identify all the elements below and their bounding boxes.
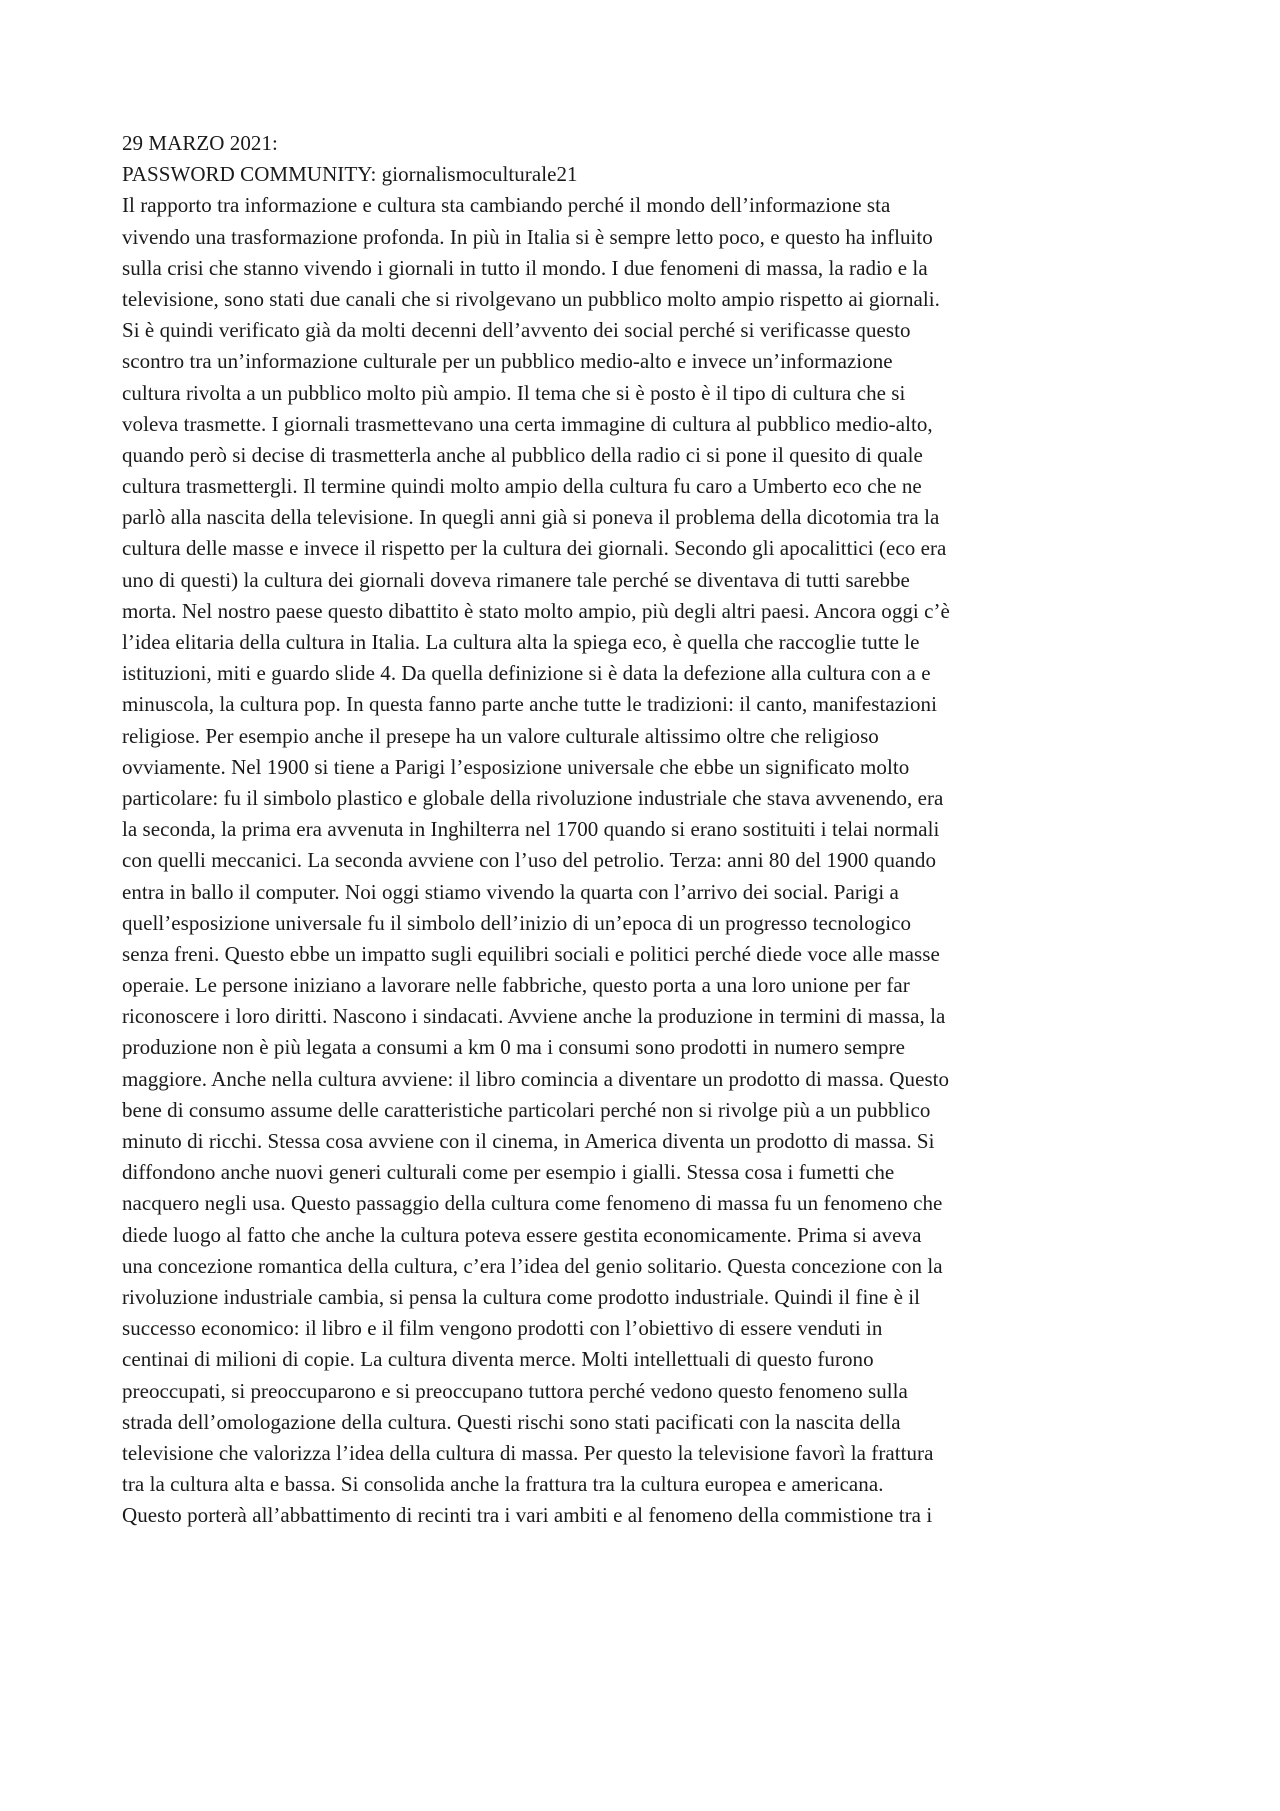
body-line: con quelli meccanici. La seconda avviene con l’uso del petrolio. Terza: anni 80 del 1900 quando [122,848,937,873]
body-line: scontro tra un’informazione culturale per un pubblico medio-alto e invece un’informazione [122,349,893,374]
body-line: bene di consumo assume delle caratteristiche particolari perché non si rivolge più a un pubblico [122,1097,931,1122]
body-line: centinai di milioni di copie. La cultura diventa merce. Molti intellettuali di questo furono [122,1347,874,1372]
body-line: particolare: fu il simbolo plastico e globale della rivoluzione industriale che stava avvenendo, era [122,785,944,810]
body-line: tra la cultura alta e bassa. Si consolida anche la frattura tra la cultura europea e americana. [122,1472,884,1497]
document-text [122,128,1162,1531]
body-line: televisione, sono stati due canali che si rivolgevano un pubblico molto ampio rispetto ai giornali. [122,286,940,311]
password-line: PASSWORD COMMUNITY: giornalismoculturale21 [122,162,578,187]
body-line: morta. Nel nostro paese questo dibattito è stato molto ampio, più degli altri paesi. Ancora oggi c’è [122,598,950,623]
body-line: l’idea elitaria della cultura in Italia. La cultura alta la spiega eco, è quella che raccoglie tutte le [122,630,920,654]
body-line: quell’esposizione universale fu il simbolo dell’inizio di un’epoca di un progresso tecnologico [122,910,912,935]
body-line: operaie. Le persone iniziano a lavorare nelle fabbriche, questo porta a una loro unione per far [122,973,910,998]
body-line: senza freni. Questo ebbe un impatto sugli equilibri sociali e politici perché diede voce alle masse [122,941,940,966]
body-line: uno di questi) la cultura dei giornali doveva rimanere tale perché se diventava di tutti sarebbe [122,567,910,592]
body-line: cultura trasmettergli. Il termine quindi molto ampio della cultura fu caro a Umberto eco che ne [122,474,922,499]
body-line: minuscola, la cultura pop. In questa fanno parte anche tutte le tradizioni: il canto, manifestazioni [122,692,937,717]
body-line: istituzioni, miti e guardo slide 4. Da quella definizione si è data la defezione alla cultura con a e [122,661,931,686]
body-line: sulla crisi che stanno vivendo i giornali in tutto il mondo. I due fenomeni di massa, la radio e la [122,255,928,280]
body-line: diede luogo al fatto che anche la cultura poteva essere gestita economicamente. Prima si aveva [122,1222,922,1247]
body-line: Questo porterà all’abbattimento di recinti tra i vari ambiti e al fenomeno della commistione tra i [122,1503,933,1528]
body-paragraph [122,190,1162,1531]
body-line: quando però si decise di trasmetterla anche al pubblico della radio ci si pone il quesito di quale [122,442,923,467]
body-line: Il rapporto tra informazione e cultura sta cambiando perché il mondo dell’informazione sta [122,193,891,218]
body-line: diffondono anche nuovi generi culturali come per esempio i gialli. Stessa cosa i fumetti che [122,1160,895,1185]
body-line: rivoluzione industriale cambia, si pensa la cultura come prodotto industriale. Quindi il fine è il [122,1284,921,1309]
date-line: 29 MARZO 2021: [122,131,278,155]
body-line: riconoscere i loro diritti. Nascono i sindacati. Avviene anche la produzione in termini di massa, la [122,1004,946,1029]
body-line: cultura rivolta a un pubblico molto più ampio. Il tema che si è posto è il tipo di cultura che si [122,380,906,405]
body-line: successo economico: il libro e il film vengono prodotti con l’obiettivo di essere venduti in [122,1316,883,1341]
body-line: una concezione romantica della cultura, c’era l’idea del genio solitario. Questa concezione con la [122,1253,943,1278]
body-line: religiose. Per esempio anche il presepe ha un valore culturale altissimo oltre che religioso [122,723,879,748]
body-line: produzione non è più legata a consumi a km 0 ma i consumi sono prodotti in numero sempre [122,1035,905,1060]
body-line: nacquero negli usa. Questo passaggio della cultura come fenomeno di massa fu un fenomeno che [122,1191,943,1216]
body-line: cultura delle masse e invece il rispetto per la cultura dei giornali. Secondo gli apocalittici (eco era [122,536,947,561]
body-line: preoccupati, si preoccuparono e si preoccupano tuttora perché vedono questo fenomeno sulla [122,1378,908,1403]
body-line: minuto di ricchi. Stessa cosa avviene con il cinema, in America diventa un prodotto di massa. Si [122,1129,935,1153]
body-line: maggiore. Anche nella cultura avviene: il libro comincia a diventare un prodotto di massa. Questo [122,1066,950,1091]
body-line: televisione che valorizza l’idea della cultura di massa. Per questo la televisione favorì la frattura [122,1440,934,1465]
body-line: voleva trasmette. I giornali trasmettevano una certa immagine di cultura al pubblico medio-alto, [122,411,933,436]
body-line: Si è quindi verificato già da molti decenni dell’avvento dei social perché si verificasse questo [122,318,911,343]
body-line: vivendo una trasformazione profonda. In più in Italia si è sempre letto poco, e questo ha influito [122,224,933,249]
body-line: parlò alla nascita della televisione. In quegli anni già si poneva il problema della dicotomia tra la [122,505,940,530]
body-line: strada dell’omologazione della cultura. Questi rischi sono stati pacificati con la nascita della [122,1409,901,1434]
body-line: entra in ballo il computer. Noi oggi stiamo vivendo la quarta con l’arrivo dei social. Parigi a [122,879,899,904]
body-line: la seconda, la prima era avvenuta in Inghilterra nel 1700 quando si erano sostituiti i telai normali [122,817,940,842]
body-line: ovviamente. Nel 1900 si tiene a Parigi l’esposizione universale che ebbe un significato molto [122,754,910,779]
